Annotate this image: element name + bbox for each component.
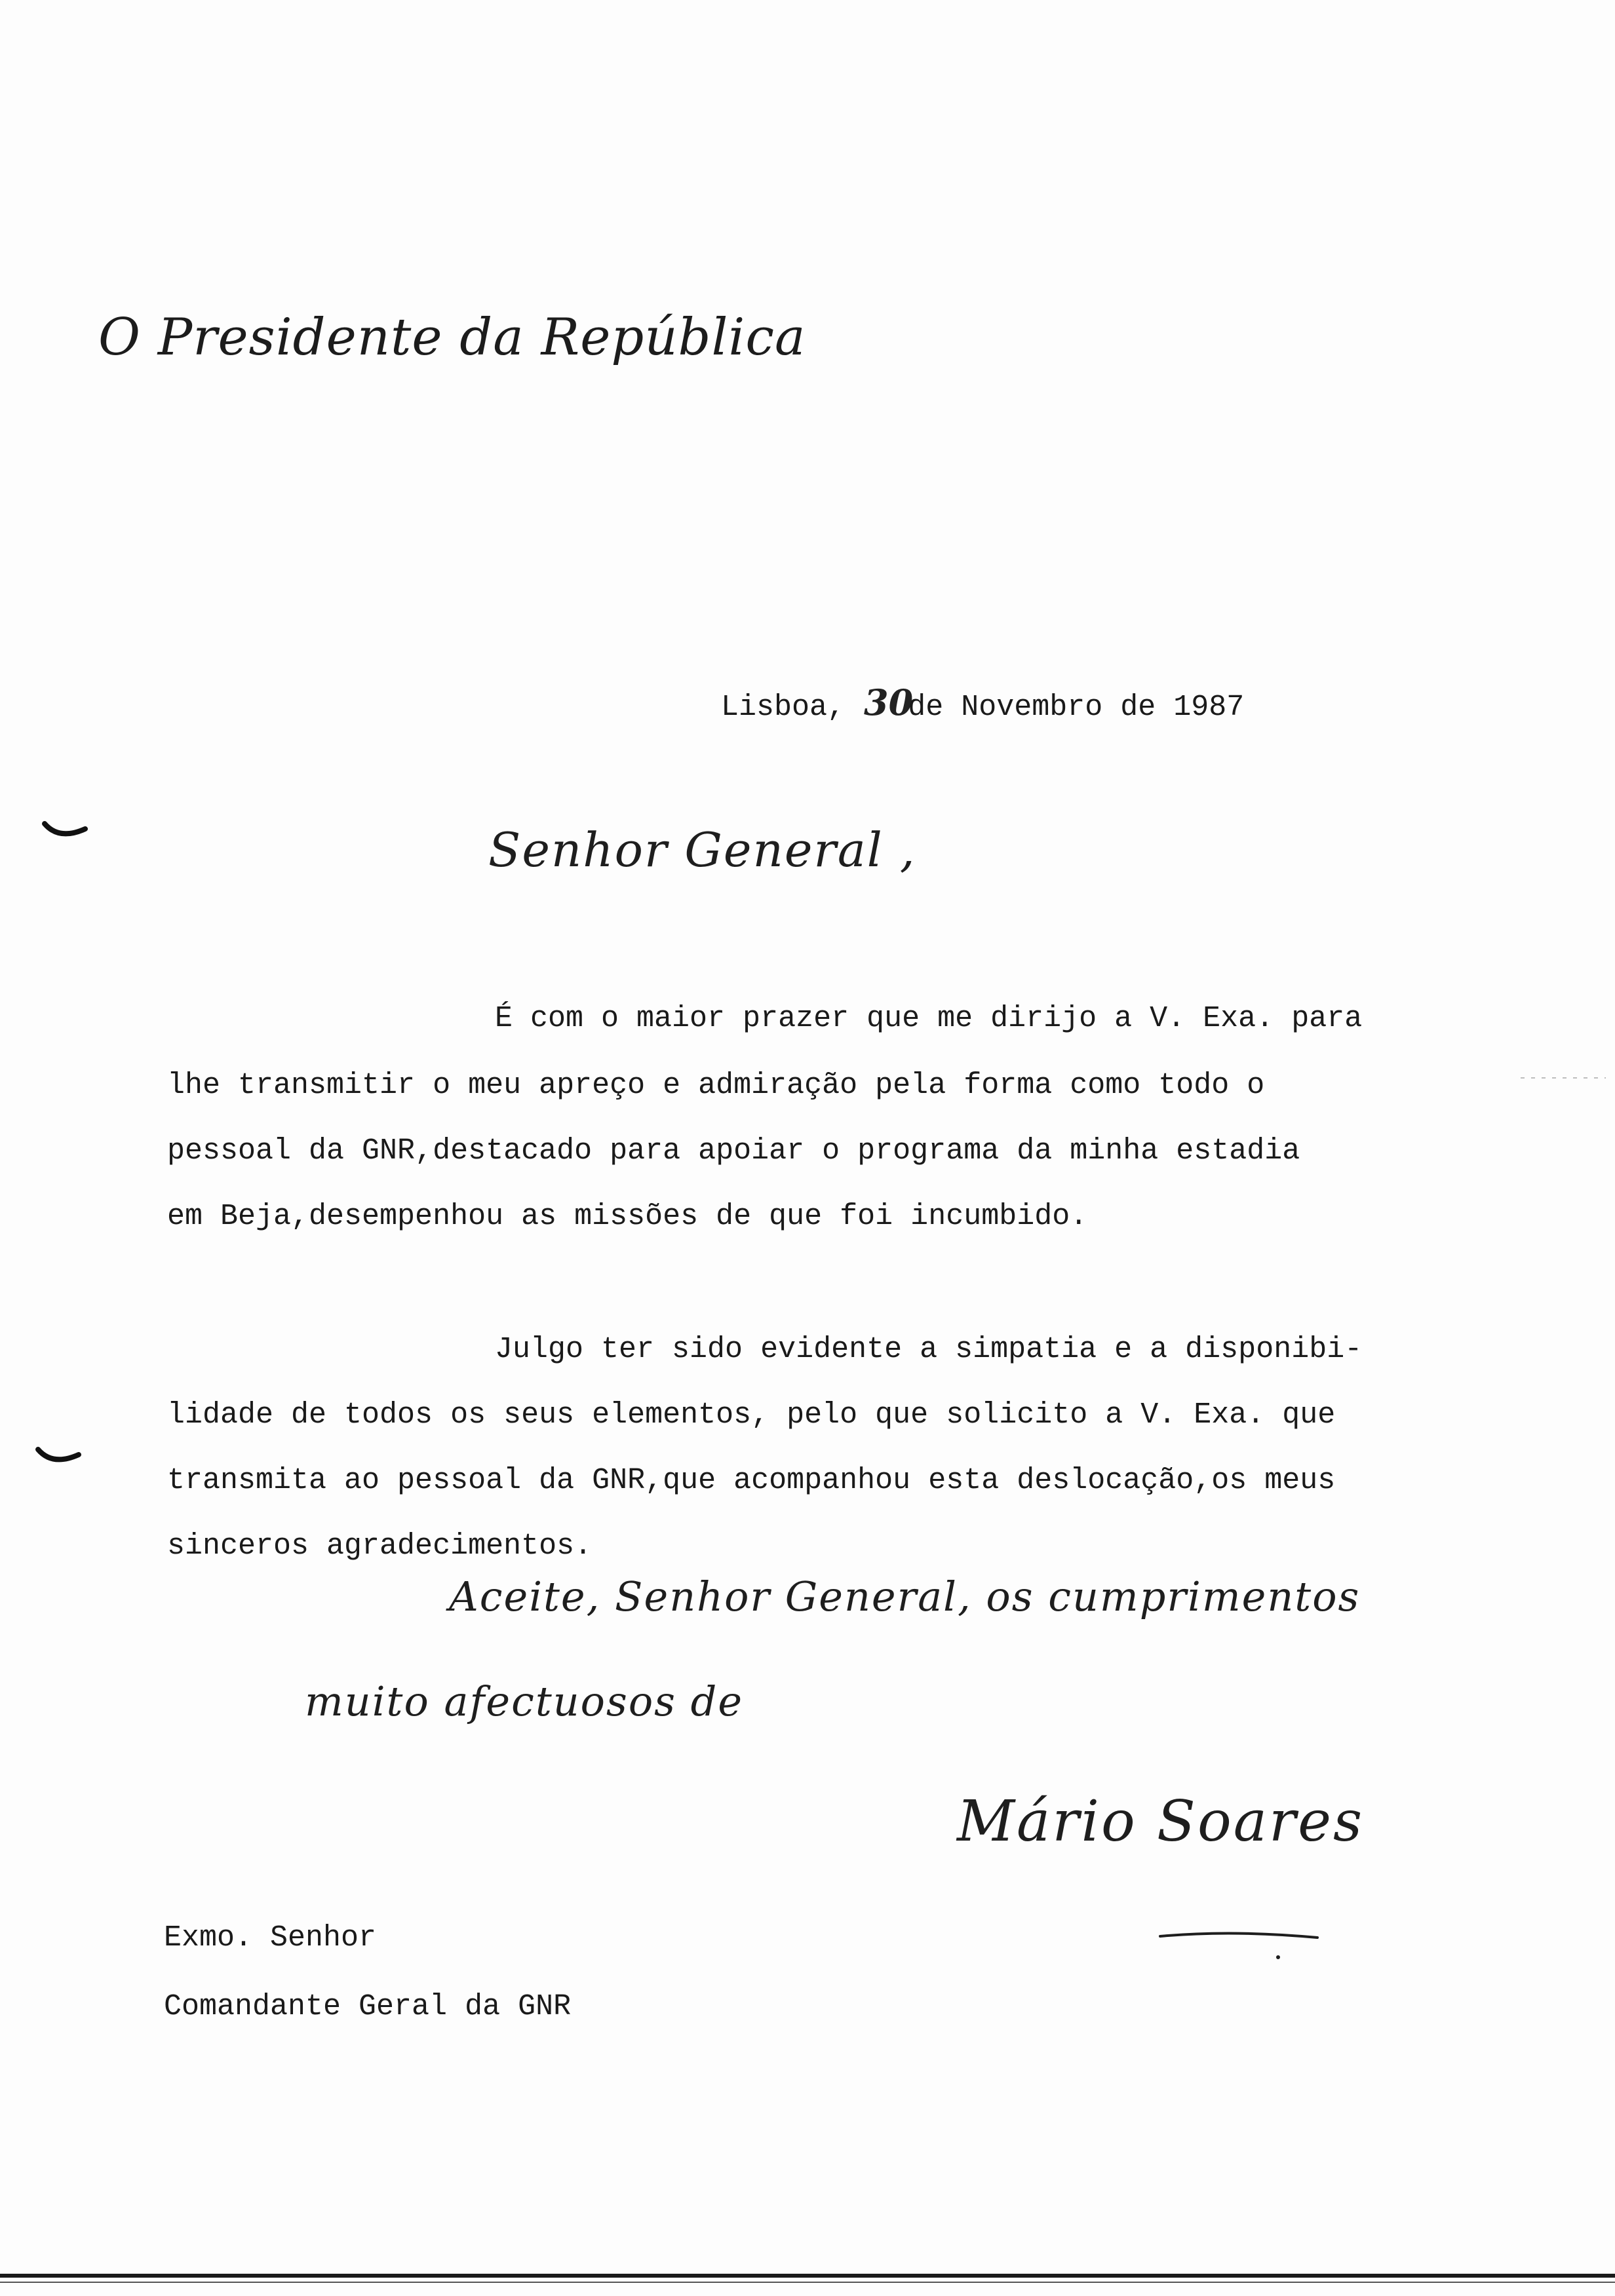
paragraph-line: lidade de todos os seus elementos, pelo que solicito a V. Exa. que [167, 1398, 1336, 1432]
scan-bottom-edge-secondary [0, 2282, 1615, 2283]
paragraph-line: em Beja,desempenhou as missões de que foi incumbido. [167, 1200, 1088, 1233]
paragraph-line: transmita ao pessoal da GNR,que acompanhou esta deslocação,os meus [167, 1464, 1336, 1497]
punch-hole-mark-bottom [33, 1442, 85, 1474]
handwritten-salutation: Senhor General , [488, 822, 916, 877]
date-line [721, 681, 1244, 724]
punch-hole-mark-top [39, 816, 92, 849]
address-line: Exmo. Senhor [164, 1921, 377, 1955]
body-paragraph-2 [167, 1317, 1362, 1579]
handwritten-closing-line-1: Aceite, Senhor General, os cumprimentos [449, 1573, 1361, 1620]
date-rest: de Novembro de 1987 [908, 691, 1245, 724]
scan-bottom-edge [0, 2274, 1615, 2278]
paragraph-line: lhe transmitir o meu apreço e admiração pela forma como todo o [167, 1069, 1265, 1102]
paragraph-line: É com o maior prazer que me dirijo a V. Exa. para [495, 1002, 1363, 1035]
signature-underline [1154, 1923, 1324, 1962]
handwritten-closing-line-2: muito afectuosos de [305, 1677, 744, 1725]
address-line: Comandante Geral da GNR [164, 1990, 572, 2023]
paragraph-line: Julgo ter sido evidente a simpatia e a disponibi- [495, 1333, 1363, 1366]
body-paragraph-1 [167, 986, 1362, 1250]
letterhead-title: O Presidente da República [98, 308, 806, 367]
date-place: Lisboa, [721, 691, 846, 724]
paragraph-line: pessoal da GNR,destacado para apoiar o programa da minha estadia [167, 1134, 1300, 1168]
scan-artifact-dashes [1521, 1075, 1606, 1081]
signature: Mário Soares [957, 1789, 1365, 1854]
recipient-address [164, 1904, 571, 2041]
date-day: 30 [864, 681, 914, 723]
paragraph-line: sinceros agradecimentos. [167, 1529, 593, 1563]
